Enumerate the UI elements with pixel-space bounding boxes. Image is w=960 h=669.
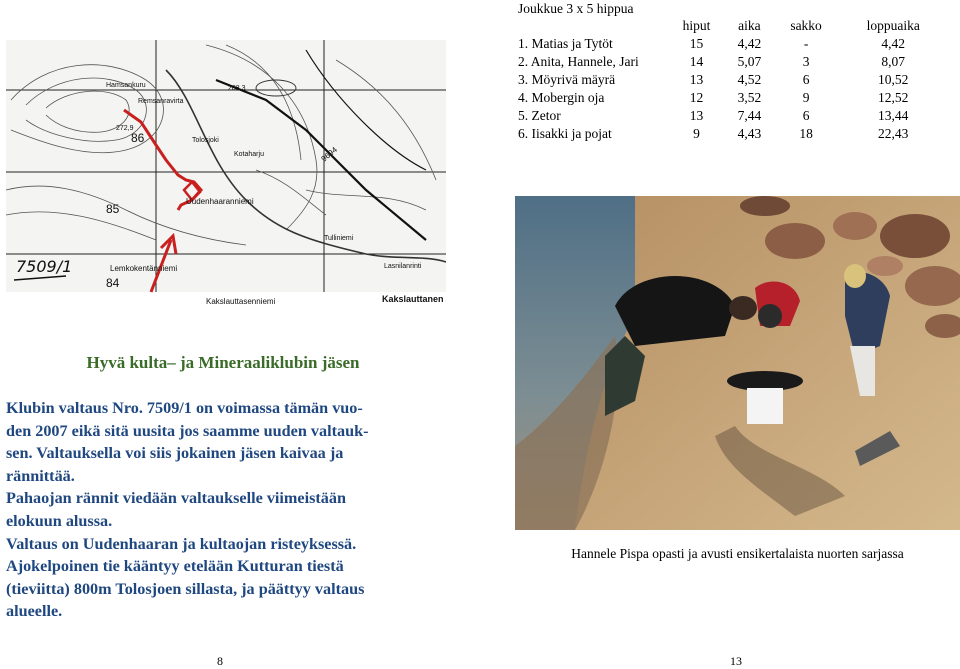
loppuaika-cell: 4,42	[881, 36, 906, 51]
map-elev-2729: 272,9	[116, 125, 134, 132]
map-label-lemkokentanniemi: Lemkokentänniemi	[110, 264, 178, 273]
body-line: (tieviitta) 800m Tolosjoen sillasta, ja päättyy valtaus	[6, 579, 365, 598]
aika-cell: 4,43	[737, 126, 762, 141]
table-row	[518, 125, 948, 143]
results-table	[518, 17, 948, 143]
loppuaika-cell: 8,07	[881, 54, 906, 69]
body-line: rännittää.	[6, 466, 75, 485]
sakko-cell: 9	[802, 90, 810, 105]
table-row	[518, 107, 948, 125]
loppuaika-cell: 12,52	[878, 90, 909, 105]
hiput-cell: 15	[689, 36, 704, 51]
map-elev-85: 85	[106, 202, 120, 216]
results-title: Joukkue 3 x 5 hippua	[518, 1, 634, 16]
map-label-tulliniemi: Tulliniemi	[324, 235, 354, 242]
results-table-block	[518, 0, 948, 143]
results-header-row	[518, 17, 948, 35]
photo-caption: Hannele Pispa opasti ja avusti ensikertalaista nuorten sarjassa	[571, 546, 904, 561]
map-handwritten-claim-number: 7509/1	[16, 257, 73, 276]
table-row	[518, 89, 948, 107]
body-line: Valtaus on Uudenhaaran ja kultaojan risteyksessä.	[6, 534, 357, 553]
body-line: Ajokelpoinen tie kääntyy etelään Kutturan tiestä	[6, 557, 344, 576]
aika-cell: 3,52	[737, 90, 762, 105]
hiput-cell: 14	[689, 54, 704, 69]
sakko-cell: 6	[802, 108, 810, 123]
map-label-road: 9694	[319, 145, 339, 164]
table-row	[518, 53, 948, 71]
team-name: 6. Iisakki ja pojat	[518, 126, 612, 141]
team-name: 5. Zetor	[518, 108, 561, 123]
team-name: 1. Matias ja Tytöt	[518, 36, 613, 51]
section-heading: Hyvä kulta– ja Mineraaliklubin jäsen	[86, 353, 360, 372]
body-line: Pahaojan rännit viedään valtaukselle viimeistään	[6, 489, 346, 508]
map-label-hamsankuru: Hamsankuru	[106, 82, 146, 89]
body-line: den 2007 eikä sitä uusita jos saamme uuden valtauk-	[6, 421, 369, 440]
body-line: sen. Valtauksella voi siis jokainen jäsen kaivaa ja	[6, 444, 344, 463]
sakko-cell: 18	[799, 126, 813, 141]
page-number-left: 8	[217, 654, 223, 668]
map-label-kakslauttasenniemi: Kakslauttasenniemi	[206, 297, 276, 306]
map-label-lasnilanrinti: Lasnilanrinti	[384, 263, 422, 270]
table-row	[518, 71, 948, 89]
aika-cell: 7,44	[737, 108, 762, 123]
results-header-loppuaika: loppuaika	[866, 18, 920, 33]
loppuaika-cell: 22,43	[878, 126, 909, 141]
results-header-sakko: sakko	[790, 18, 822, 33]
hiput-cell: 12	[689, 90, 704, 105]
aika-cell: 5,07	[737, 54, 762, 69]
map-label-uudenhaaranniemi: Uudenhaaranniemi	[186, 197, 254, 206]
gold-panning-photo	[515, 196, 960, 530]
map-label-tolosjoki: Tolosjoki	[192, 137, 219, 144]
results-header-hiput: hiput	[682, 18, 711, 33]
results-header-aika: aika	[738, 18, 761, 33]
body-line: elokuun alussa.	[6, 511, 113, 530]
map-elev-2883: 288,3	[228, 85, 246, 92]
team-name: 2. Anita, Hannele, Jari	[518, 54, 639, 69]
sakko-cell: -	[803, 36, 809, 51]
body-text	[6, 397, 446, 623]
hiput-cell: 13	[689, 108, 704, 123]
team-name: 4. Mobergin oja	[518, 90, 605, 105]
map-elev-86: 86	[131, 131, 145, 145]
results-header-name	[518, 17, 668, 35]
body-line: alueelle.	[6, 602, 63, 621]
map-label-kakslauttanen: Kakslauttanen	[382, 294, 444, 304]
map-label-remsanravirta: Remsanravirta	[138, 98, 184, 105]
hiput-cell: 13	[689, 72, 704, 87]
map-label-kotaharju: Kotaharju	[234, 151, 264, 158]
aika-cell: 4,42	[737, 36, 762, 51]
team-name: 3. Möyrivä mäyrä	[518, 72, 616, 87]
aika-cell: 4,52	[737, 72, 762, 87]
hiput-cell: 9	[693, 126, 700, 141]
sakko-cell: 3	[802, 54, 810, 69]
map-elev-84: 84	[106, 276, 120, 290]
topographic-map	[6, 40, 446, 306]
loppuaika-cell: 13,44	[878, 108, 909, 123]
body-line: Klubin valtaus Nro. 7509/1 on voimassa tämän vuo-	[6, 399, 363, 417]
loppuaika-cell: 10,52	[878, 72, 909, 87]
sakko-cell: 6	[802, 72, 810, 87]
page-number-right: 13	[730, 654, 742, 668]
table-row	[518, 35, 948, 53]
